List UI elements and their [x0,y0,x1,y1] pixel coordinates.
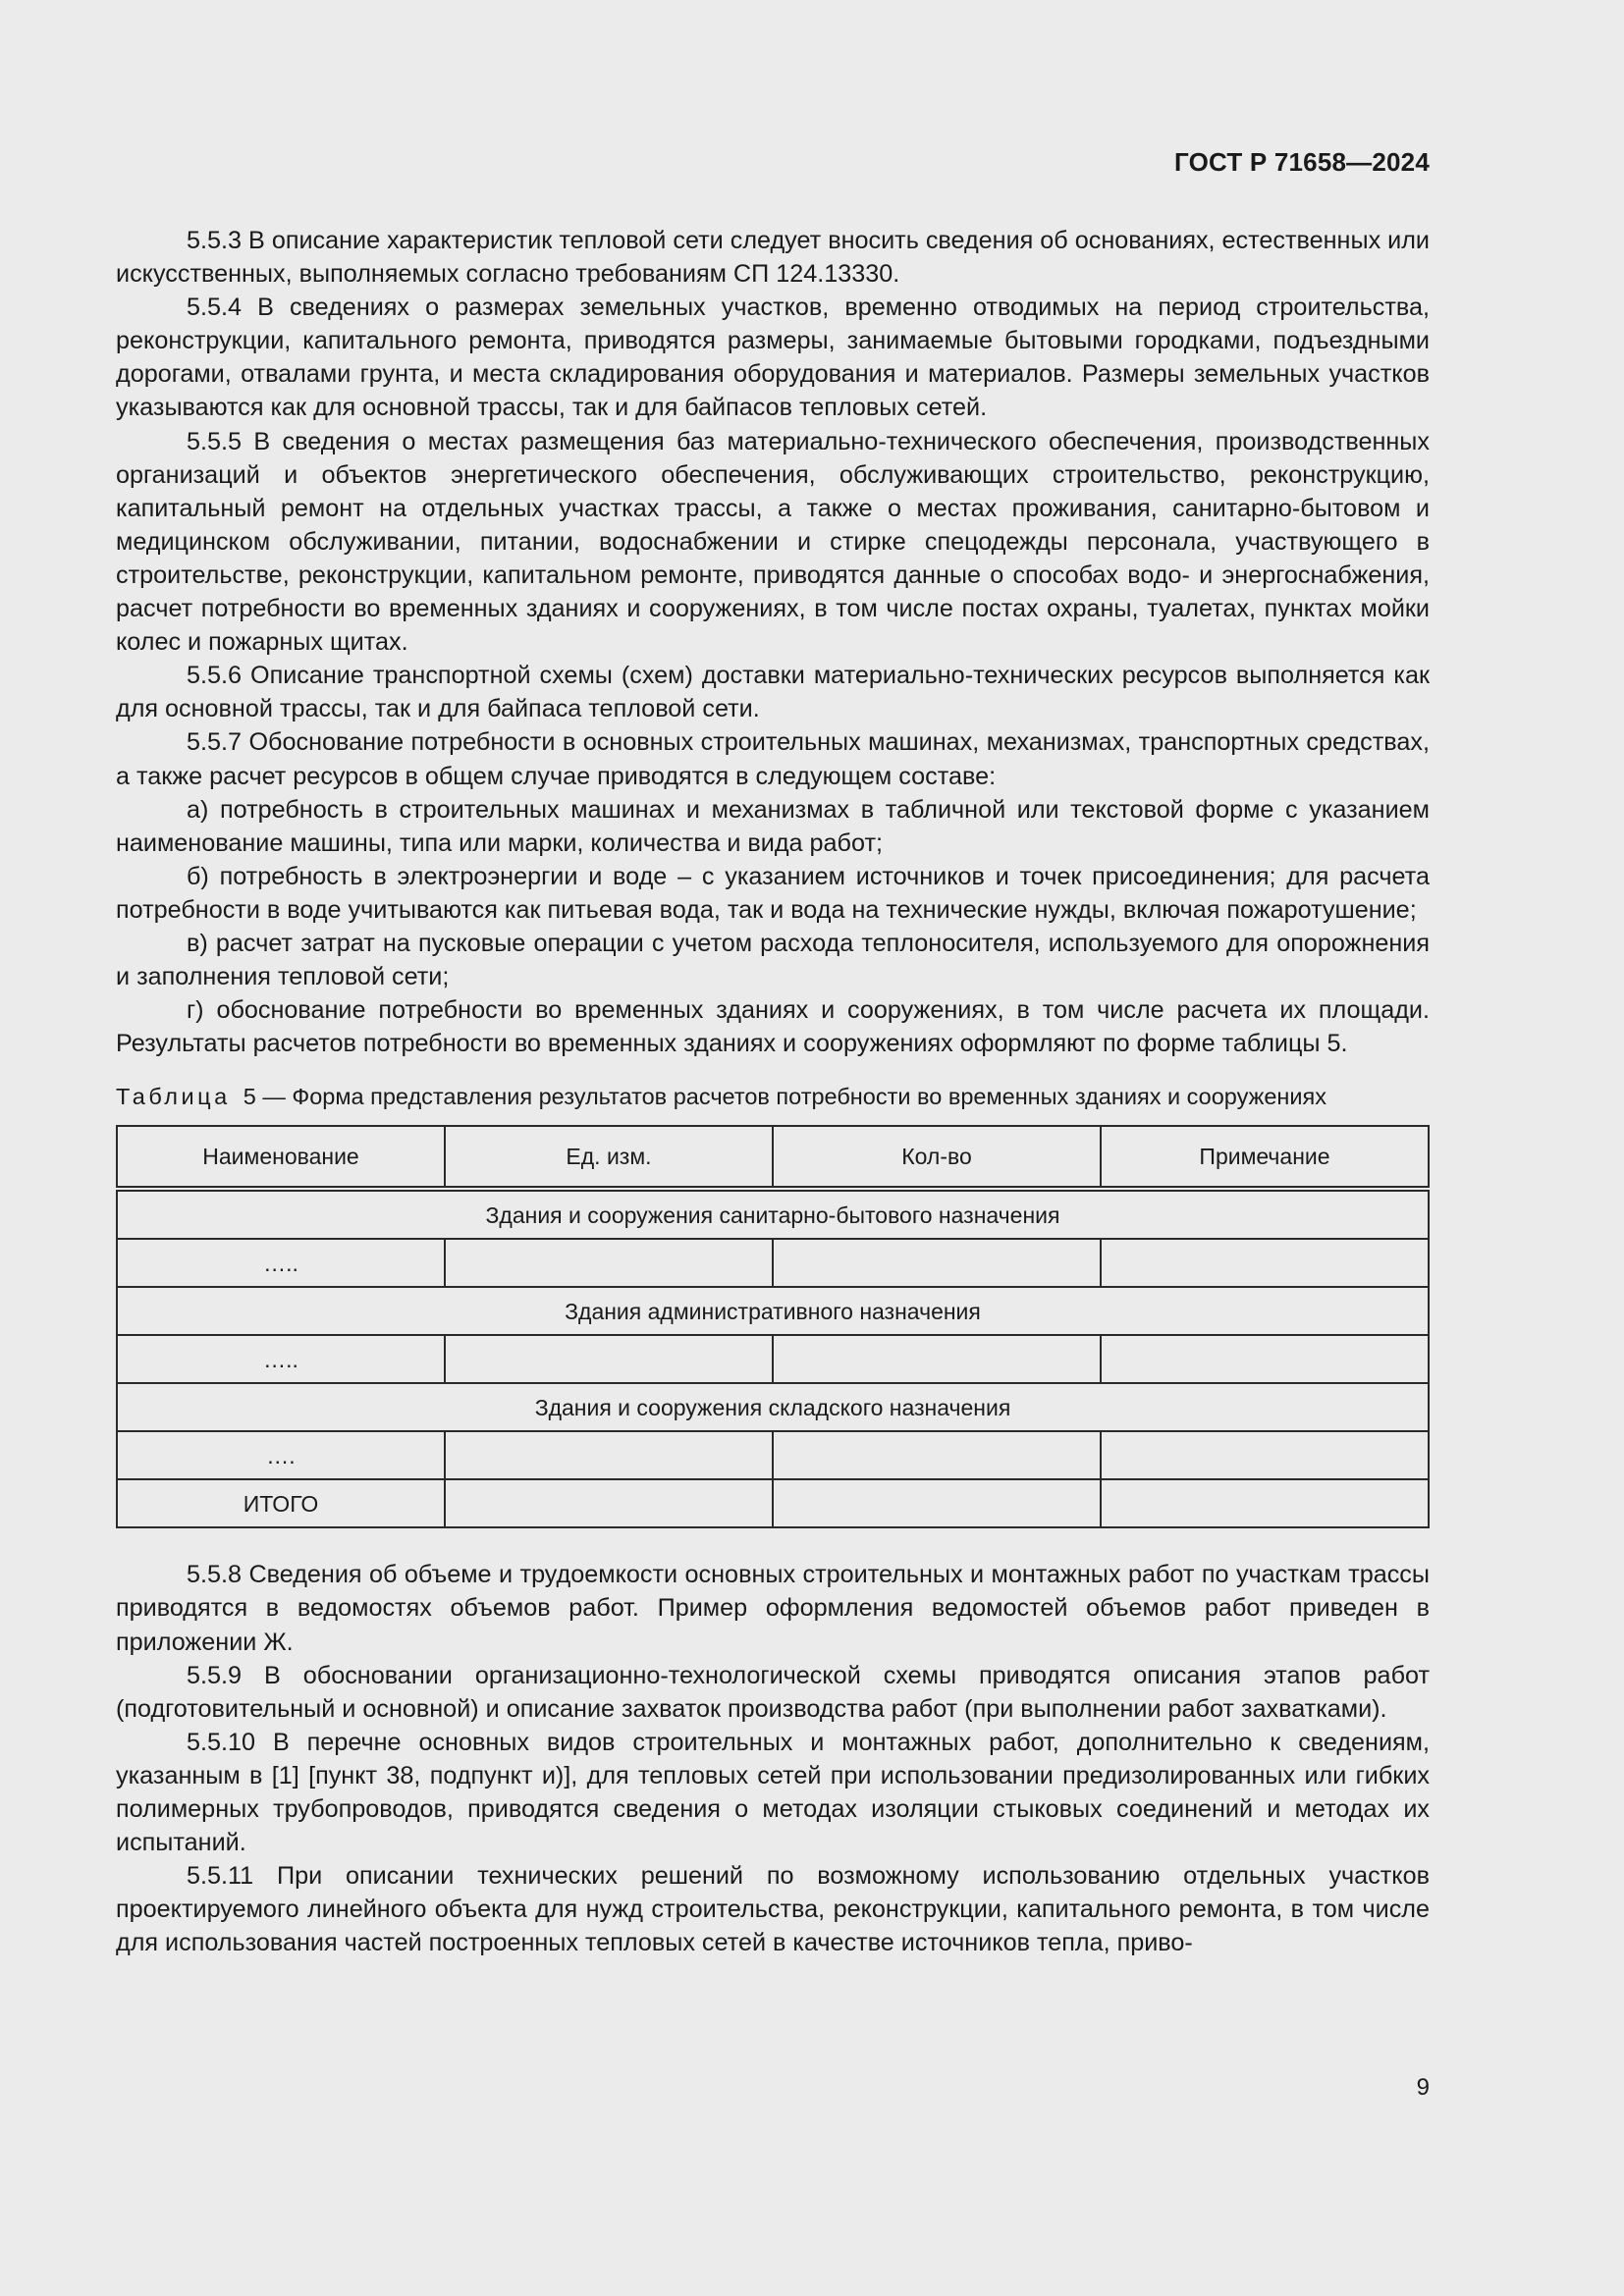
table-caption-text: 5 — Форма представления результатов расчетов потребности во временных зданиях и сооружениях [243,1084,1326,1110]
header-quantity: Кол-во [773,1126,1101,1189]
paragraph-5-5-6: 5.5.6 Описание транспортной схемы (схем) доставки материально-технических ресурсов выполняется как для основной трассы, так и для байпаса тепловой сети. [116,662,1430,723]
paragraph-5-5-4: 5.5.4 В сведениях о размерах земельных участков, временно отводимых на период строительства, реконструкции, капитального ремонта, приводятся размеры, занимаемые бытовыми городками, подъездными дорогами, отвалами грунта, и места складирования оборудования и материалов. Размеры земельных участков указываются как для основной трассы, так и для байпасов тепловых сетей. [116,294,1430,422]
empty-cell [1101,1479,1429,1527]
row-name-cell: …. [117,1431,445,1479]
row-name-cell: ….. [117,1335,445,1383]
empty-cell [445,1239,773,1287]
document-code-header: ГОСТ Р 71658—2024 [1174,147,1430,177]
list-item-b: б) потребность в электроэнергии и воде – с указанием источников и точек присоединения; для расчета потребности в воде учитываются как питьевая вода, так и вода на технические нужды, включая пожаротушение; [116,862,1430,924]
empty-cell [445,1479,773,1527]
list-item-v: в) расчет затрат на пусковые операции с учетом расхода теплоносителя, используемого для опорожнения и заполнения тепловой сети; [116,929,1430,991]
table-5 [116,1125,1430,1528]
table-section-row [117,1287,1429,1335]
paragraph-5-5-7: 5.5.7 Обоснование потребности в основных строительных машинах, механизмах, транспортных средствах, а также расчет ресурсов в общем случае приводятся в следующем составе: [116,728,1430,790]
row-name-cell: ….. [117,1239,445,1287]
header-name: Наименование [117,1126,445,1189]
paragraph-5-5-3: 5.5.3 В описание характеристик тепловой сети следует вносить сведения об основаниях, естественных или искусственных, выполняемых согласно требованиям СП 124.13330. [116,227,1431,289]
document-body [116,224,1430,1959]
header-note: Примечание [1101,1126,1429,1189]
empty-cell [773,1431,1101,1479]
empty-cell [1101,1239,1429,1287]
paragraph-5-5-10: 5.5.10 В перечне основных видов строительных и монтажных работ, дополнительно к сведениям, указанным в [1] [пункт 38, подпункт и)], для тепловых сетей при использовании предизолированных или гибких полимерных трубопроводов, приводятся сведения о методах изоляции стыковых соединений и методах их испытаний. [116,1728,1430,1857]
table-caption [116,1082,1430,1111]
table-section-row [117,1383,1429,1431]
paragraph-5-5-8: 5.5.8 Сведения об объеме и трудоемкости основных строительных и монтажных работ по участкам трассы приводятся в ведомостях объемов работ. Пример оформления ведомостей объемов работ приведен в приложении Ж. [116,1561,1430,1656]
empty-cell [773,1479,1101,1527]
list-item-a: а) потребность в строительных машинах и механизмах в табличной или текстовой форме с указанием наименование машины, типа или марки, количества и вида работ; [116,795,1430,857]
empty-cell [1101,1431,1429,1479]
empty-cell [445,1431,773,1479]
page-number: 9 [1416,2074,1430,2101]
empty-cell [445,1335,773,1383]
paragraph-5-5-9: 5.5.9 В обосновании организационно-технологической схемы приводятся описания этапов работ (подготовительный и основной) и описание захваток производства работ (при выполнении работ захватками). [116,1661,1430,1723]
section-administrative: Здания административного назначения [117,1287,1429,1335]
table-row [117,1431,1429,1479]
section-sanitary: Здания и сооружения санитарно-бытового назначения [117,1189,1429,1239]
paragraph-5-5-11: 5.5.11 При описании технических решений по возможному использованию отдельных участков проектируемого линейного объекта для нужд строительства, реконструкции, капитального ремонта, в том числе для использования частей построенных тепловых сетей в качестве источников тепла, приво- [116,1862,1430,1957]
empty-cell [773,1335,1101,1383]
table-header-row [117,1126,1429,1189]
empty-cell [773,1239,1101,1287]
table-total-row [117,1479,1429,1527]
table-row [117,1335,1429,1383]
table-row [117,1239,1429,1287]
table-section-row [117,1189,1429,1239]
paragraph-5-5-5: 5.5.5 В сведения о местах размещения баз материально-технического обеспечения, производственных организаций и объектов энергетического обеспечения, обслуживающих строительство, реконструкцию, капитальный ремонт на отдельных участках трассы, а также о местах проживания, санитарно-бытовом и медицинском обслуживании, питании, водоснабжении и стирке спецодежды персонала, участвующего в строительстве, реконструкции, капитальном ремонте, приводятся данные о способах водо- и энергоснабжения, расчет потребности во временных зданиях и сооружениях, в том числе постах охраны, туалетах, пунктах мойки колес и пожарных щитах. [116,427,1430,657]
total-label: ИТОГО [117,1479,445,1527]
section-warehouse: Здания и сооружения складского назначения [117,1383,1429,1431]
list-item-g: г) обоснование потребности во временных зданиях и сооружениях, в том числе расчета их площади. Результаты расчетов потребности во временных зданиях и сооружениях оформляют по форме таблицы 5. [116,996,1430,1058]
empty-cell [1101,1335,1429,1383]
header-unit: Ед. изм. [445,1126,773,1189]
table-caption-label: Таблица [116,1084,231,1110]
